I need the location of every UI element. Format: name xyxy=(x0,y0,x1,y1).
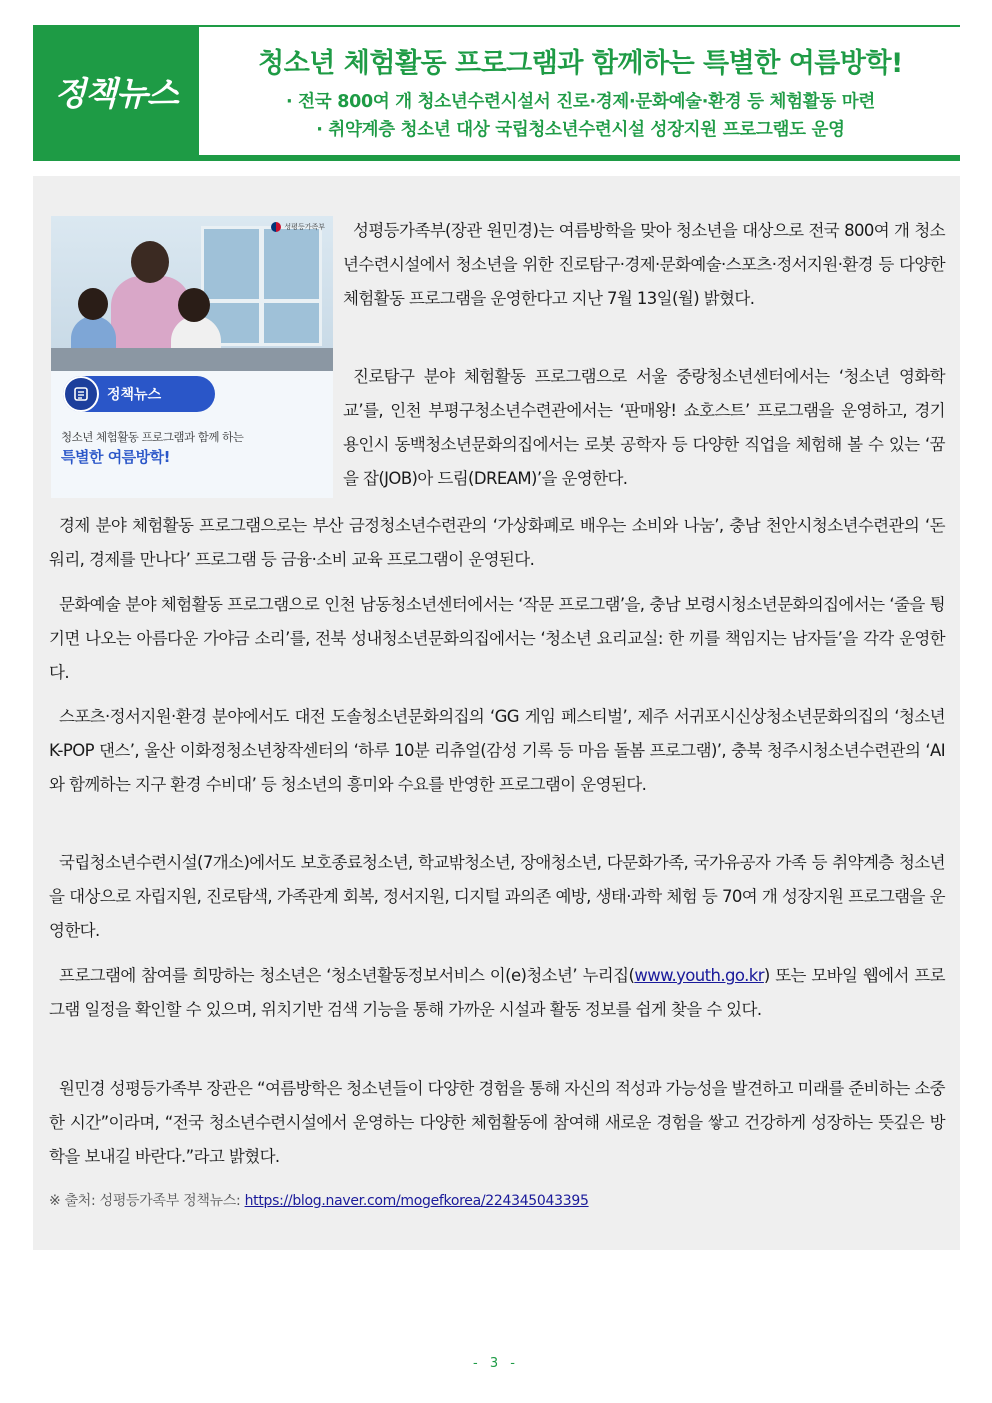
paragraph-7: 프로그램에 참여를 희망하는 청소년은 ‘청소년활동정보서비스 이(e)청소년’ 누리집(www.youth.go.kr) 또는 모바일 웹에서 프로그램 일정을 확인할 수 있으며, 위치기반 검색 기능을 통해 가까운 시설과 활동 정보를 쉽게 찾을 수 있다. xyxy=(49,966,945,1019)
ministry-logo: 성평등가족부 xyxy=(271,222,325,232)
policy-news-badge: 정책뉴스 xyxy=(63,376,215,412)
taegeuk-icon xyxy=(271,222,281,232)
page-number: - 3 - xyxy=(473,1356,519,1371)
paragraph-6: 국립청소년수련시설(7개소)에서도 보호종료청소년, 학교밖청소년, 장애청소년, 다문화가족, 국가유공자 가족 등 취약계층 청소년을 대상으로 자립지원, 진로탐색, 가족관계 회복, 정서지원, 디지털 과의존 예방, 생태·과학 체험 등 70여 개 성장지원 프로그램을 운영한다. xyxy=(49,853,945,940)
news-header xyxy=(33,25,960,161)
paragraph-1: 성평등가족부(장관 원민경)는 여름방학을 맞아 청소년을 대상으로 전국 800여 개 청소년수련시설에서 청소년을 위한 진로탐구·경제·문화예술·스포츠·정서지원·환경 등 다양한 체험활동 프로그램을 운영한다고 지난 7월 13일(월) 밝혔다. xyxy=(343,221,945,308)
headline-subtitle-2: · 취약계층 청소년 대상 국립청소년수련시설 성장지원 프로그램도 운영 xyxy=(316,120,845,140)
source-link[interactable]: https://blog.naver.com/mogefkorea/224345043395 xyxy=(244,1193,589,1209)
headline-subtitle-1: · 전국 800여 개 청소년수련시설서 진로·경제·문화예술·환경 등 체험활동 마련 xyxy=(286,92,875,112)
paragraph-5: 스포츠·정서지원·환경 분야에서도 대전 도솔청소년문화의집의 ‘GG 게임 페스티벌’, 제주 서귀포시신상청소년문화의집의 ‘청소년 K-POP 댄스’, 울산 이화정청소년창작센터의 ‘하루 10분 리츄얼(감성 기록 등 마음 돌봄 프로그램)’, 충북 청주시청소년수련관의 ‘AI와 함께하는 지구 환경 수비대’ 등 청소년의 흥미와 수요를 반영한 프로그램이 운영된다. xyxy=(49,707,945,794)
paragraph-8: 원민경 성평등가족부 장관은 “여름방학은 청소년들이 다양한 경험을 통해 자신의 적성과 가능성을 발견하고 미래를 준비하는 소중한 시간”이라며, “전국 청소년수련시설에서 운영하는 다양한 체험활동에 참여해 새로운 경험을 쌓고 건강하게 성장하는 뜻깊은 방학을 보내길 바란다.”라고 밝혔다. xyxy=(49,1079,945,1166)
paragraph-4: 문화예술 분야 체험활동 프로그램으로 인천 남동청소년센터에서는 ‘작문 프로그램’을, 충남 보령시청소년문화의집에서는 ‘줄을 튕기면 나오는 아름다운 가야금 소리’를, 전북 성내청소년문화의집에서는 ‘청소년 요리교실: 한 끼를 책임지는 남자들’을 각각 운영한다. xyxy=(49,595,945,682)
thumbnail-subtitle: 청소년 체험활동 프로그램과 함께 하는 xyxy=(61,430,244,444)
document-icon xyxy=(63,376,99,412)
youth-site-link[interactable]: www.youth.go.kr xyxy=(634,966,764,985)
section-label: 정책뉴스 xyxy=(33,27,199,155)
thumbnail-title: 특별한 여름방학! xyxy=(61,448,170,466)
paragraph-2: 진로탐구 분야 체험활동 프로그램으로 서울 중랑청소년센터에서는 ‘청소년 영화학교’를, 인천 부평구청소년수련관에서는 ‘판매왕! 쇼호스트’ 프로그램을 운영하고, 경기 용인시 동백청소년문화의집에서는 로봇 공학자 등 다양한 직업을 체험해 볼 수 있는 ‘꿈을 잡(JOB)아 드림(DREAM)’을 운영한다. xyxy=(343,367,945,488)
headline-title: 청소년 체험활동 프로그램과 함께하는 특별한 여름방학! xyxy=(258,48,903,79)
article-panel xyxy=(33,176,960,1250)
source-note: ※ 출처: 성평등가족부 정책뉴스: https://blog.naver.com/mogefkorea/224345043395 xyxy=(49,1193,589,1209)
article-thumbnail xyxy=(51,216,333,498)
paragraph-3: 경제 분야 체험활동 프로그램으로는 부산 금정청소년수련관의 ‘가상화폐로 배우는 소비와 나눔’, 충남 천안시청소년수련관의 ‘돈워리, 경제를 만나다’ 프로그램 등 금융·소비 교육 프로그램이 운영된다. xyxy=(49,516,945,569)
headline-block xyxy=(201,27,960,155)
